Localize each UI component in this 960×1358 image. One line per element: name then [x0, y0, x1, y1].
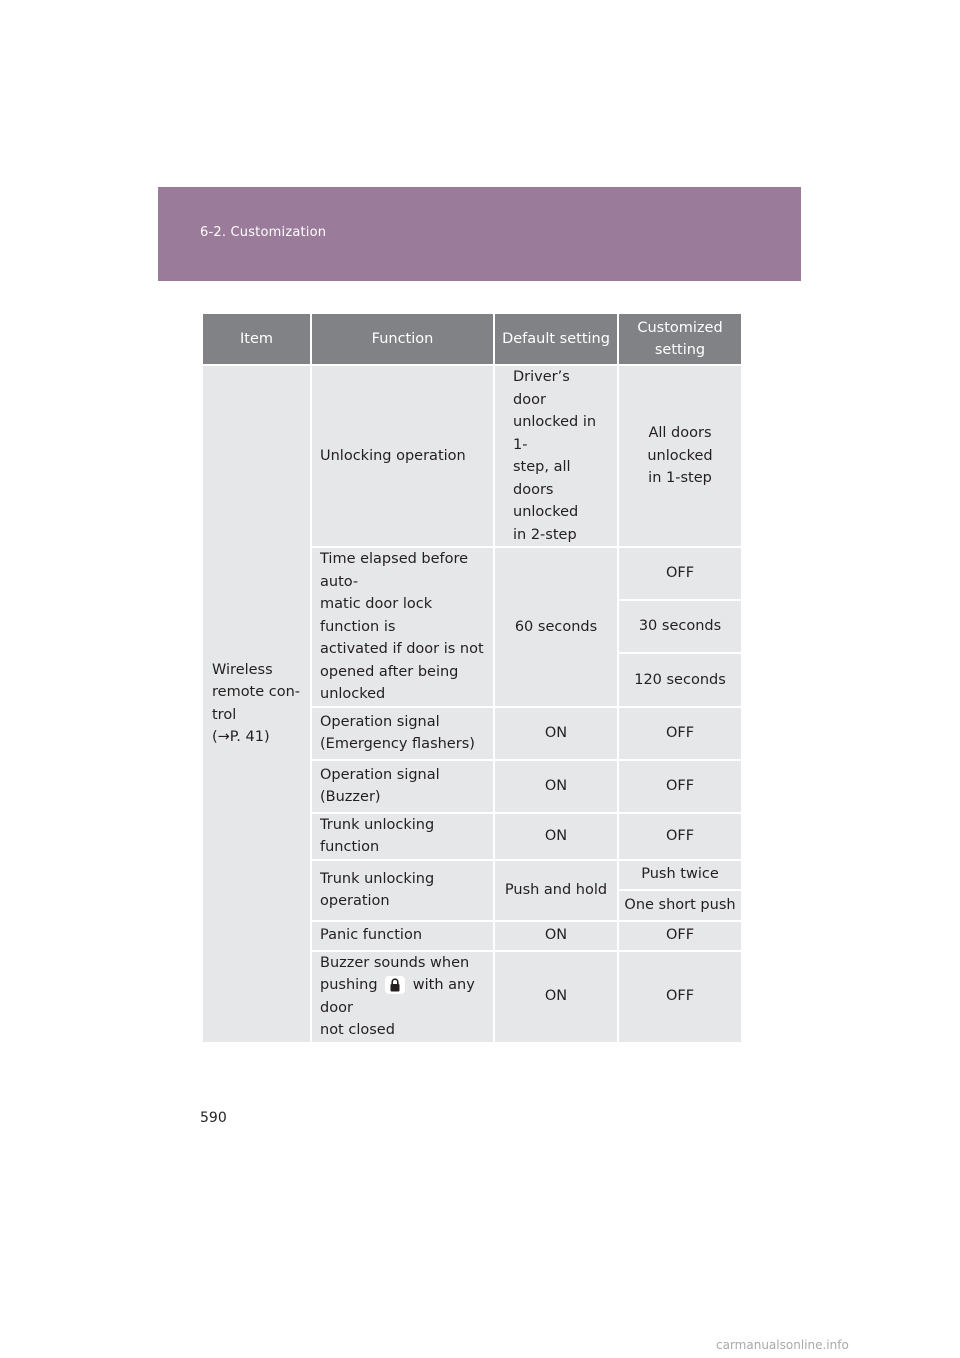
default-cell: ON [494, 707, 618, 760]
function-line: with any door [320, 977, 475, 1016]
default-cell: ON [494, 951, 618, 1043]
column-header-item: Item [202, 313, 311, 365]
customized-cell: 30 seconds [618, 600, 742, 653]
function-cell: Unlocking operation [311, 365, 494, 547]
customized-cell: 120 seconds [618, 653, 742, 706]
default-cell: ON [494, 813, 618, 860]
customized-cell: OFF [618, 707, 742, 760]
customized-cell: Push twice [618, 860, 742, 890]
default-cell: ON [494, 760, 618, 813]
function-line: matic door lock function is [320, 596, 433, 635]
customized-line: All doors [648, 425, 712, 442]
customized-cell: One short push [618, 890, 742, 921]
table-header-row [202, 313, 742, 365]
function-line: opened after being [320, 663, 459, 680]
column-header-customized: Customized setting [618, 313, 742, 365]
customized-cell: OFF [618, 813, 742, 860]
default-line: unlocked [513, 504, 579, 520]
customized-cell [618, 365, 742, 547]
function-cell: Trunk unlocking function [311, 813, 494, 860]
default-cell [494, 365, 618, 547]
default-line: Driver’s door [513, 369, 570, 408]
function-line: Time elapsed before auto- [320, 551, 469, 590]
item-line: Wireless [212, 661, 273, 678]
customized-line: in 1-step [648, 470, 712, 487]
function-cell [311, 547, 494, 707]
function-line: (Buzzer) [320, 789, 381, 805]
customized-cell: OFF [618, 547, 742, 600]
table-row [202, 365, 742, 547]
section-title: 6-2. Customization [200, 225, 327, 240]
page-number: 590 [200, 1110, 227, 1126]
lock-icon [385, 976, 405, 994]
function-line: unlocked [320, 686, 386, 702]
function-line: (Emergency flashers) [320, 736, 475, 752]
function-line: activated if door is not [320, 641, 484, 657]
function-line: pushing [320, 977, 378, 993]
default-line: step, all doors [513, 459, 571, 498]
item-line: trol [212, 706, 237, 723]
item-line: remote con- [212, 684, 301, 701]
function-line: Buzzer sounds when [320, 954, 470, 971]
function-cell: Panic function [311, 921, 494, 951]
item-line: (→P. 41) [212, 729, 270, 746]
customized-cell: OFF [618, 760, 742, 813]
default-cell: 60 seconds [494, 547, 618, 707]
function-cell: Trunk unlocking operation [311, 860, 494, 921]
function-line: Operation signal [320, 766, 440, 783]
item-cell [202, 365, 311, 1043]
customized-cell: OFF [618, 951, 742, 1043]
customized-line: unlocked [647, 447, 713, 464]
watermark: carmanualsonline.info [716, 1338, 849, 1352]
function-cell [311, 951, 494, 1043]
function-line: not closed [320, 1022, 395, 1038]
default-cell: ON [494, 921, 618, 951]
default-cell: Push and hold [494, 860, 618, 921]
column-header-function: Function [311, 313, 494, 365]
function-line: Operation signal [320, 713, 440, 730]
default-line: unlocked in 1- [513, 414, 597, 453]
customization-table [201, 312, 743, 1044]
function-cell [311, 707, 494, 760]
customized-cell: OFF [618, 921, 742, 951]
section-header-band [158, 187, 801, 281]
column-header-default: Default setting [494, 313, 618, 365]
function-cell [311, 760, 494, 813]
default-line: in 2-step [513, 526, 577, 543]
